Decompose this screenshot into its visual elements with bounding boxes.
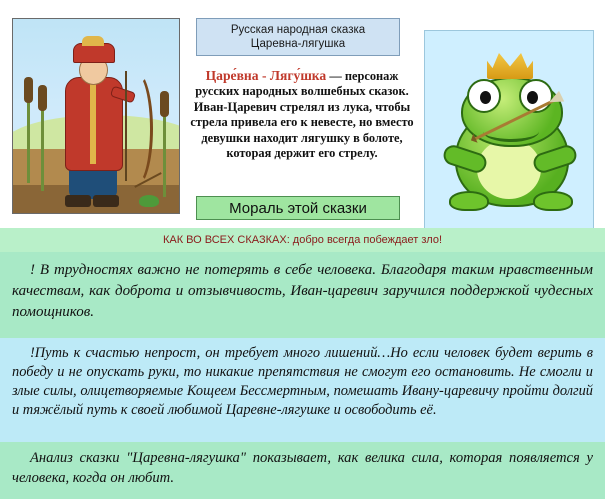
reed-head-icon — [38, 85, 47, 111]
band-lesson-human-qualities — [0, 252, 605, 338]
band-lesson-power-of-love — [0, 442, 605, 499]
frog-pupil-shape — [527, 91, 538, 104]
band-lesson-path-to-happiness-text: !Путь к счастью непрост, он требует много лишений…Но если человек будет верить в победу и не опускать руки, то никакие препятствия не смогут его остановить. Не смогли и злые силы, олицетворяемые Кощеем Бессмертным, помешать Ивану-царевичу пройти долгий и тяжёлый путь к своей любимой Царевне-лягушке и освободить её. — [12, 345, 593, 418]
bowstring-icon — [125, 71, 127, 181]
tale-title-line-1: Русская народная сказка — [230, 24, 366, 36]
frog-foot-shape — [533, 191, 573, 211]
frog-princess-illustration — [424, 30, 594, 232]
tale-description-rest: — персонаж русских народных волшебных сказок. Иван-Царевич стрелял из лука, чтобы стрела привела его к невесте, но вместо девушки находит лягушку в болоте, которая держит его стрелу. — [190, 69, 414, 161]
reed-stem-icon — [27, 97, 30, 183]
reed-head-icon — [24, 77, 33, 103]
frog-foot-shape — [449, 191, 489, 211]
tale-description-lead: Царе́вна - Лягу́шка — [205, 68, 327, 83]
ivan-hat-shape — [73, 43, 115, 63]
tale-title-box — [196, 18, 400, 56]
band-lesson-power-of-love-text: Анализ сказки "Царевна-лягушка" показывает, как велика сила, которая появляется у человека, когда он любит. — [12, 450, 593, 486]
frog-pupil-shape — [480, 91, 491, 104]
moral-banner-label: Мораль этой сказки — [229, 199, 367, 217]
moral-banner — [196, 196, 400, 220]
reed-head-icon — [160, 91, 169, 117]
ivan-tsarevich-illustration — [12, 18, 180, 214]
frog-icon — [139, 195, 159, 207]
crown-icon — [487, 53, 533, 79]
band-lesson-path-to-happiness — [0, 338, 605, 442]
top-section — [0, 0, 605, 228]
ivan-boot-shape — [93, 195, 119, 207]
band-fairy-tale-rule-text: КАК ВО ВСЕХ СКАЗКАХ: добро всегда побеждает зло! — [162, 234, 443, 246]
reed-stem-icon — [163, 111, 166, 197]
tale-description — [188, 68, 416, 161]
band-lesson-human-qualities-text: ! В трудностях важно не потерять в себе человека. Благодаря таким нравственным качествам, как доброта и отзывчивость, Иван-царевич заручился поддержкой чудесных помощников. — [12, 262, 593, 320]
frog-belly-shape — [477, 139, 541, 199]
tale-title-line-2: Царевна-лягушка — [250, 38, 346, 50]
frog-eye-shape — [467, 79, 501, 113]
band-fairy-tale-rule — [0, 228, 605, 252]
reed-stem-icon — [41, 105, 44, 191]
ivan-boot-shape — [65, 195, 91, 207]
